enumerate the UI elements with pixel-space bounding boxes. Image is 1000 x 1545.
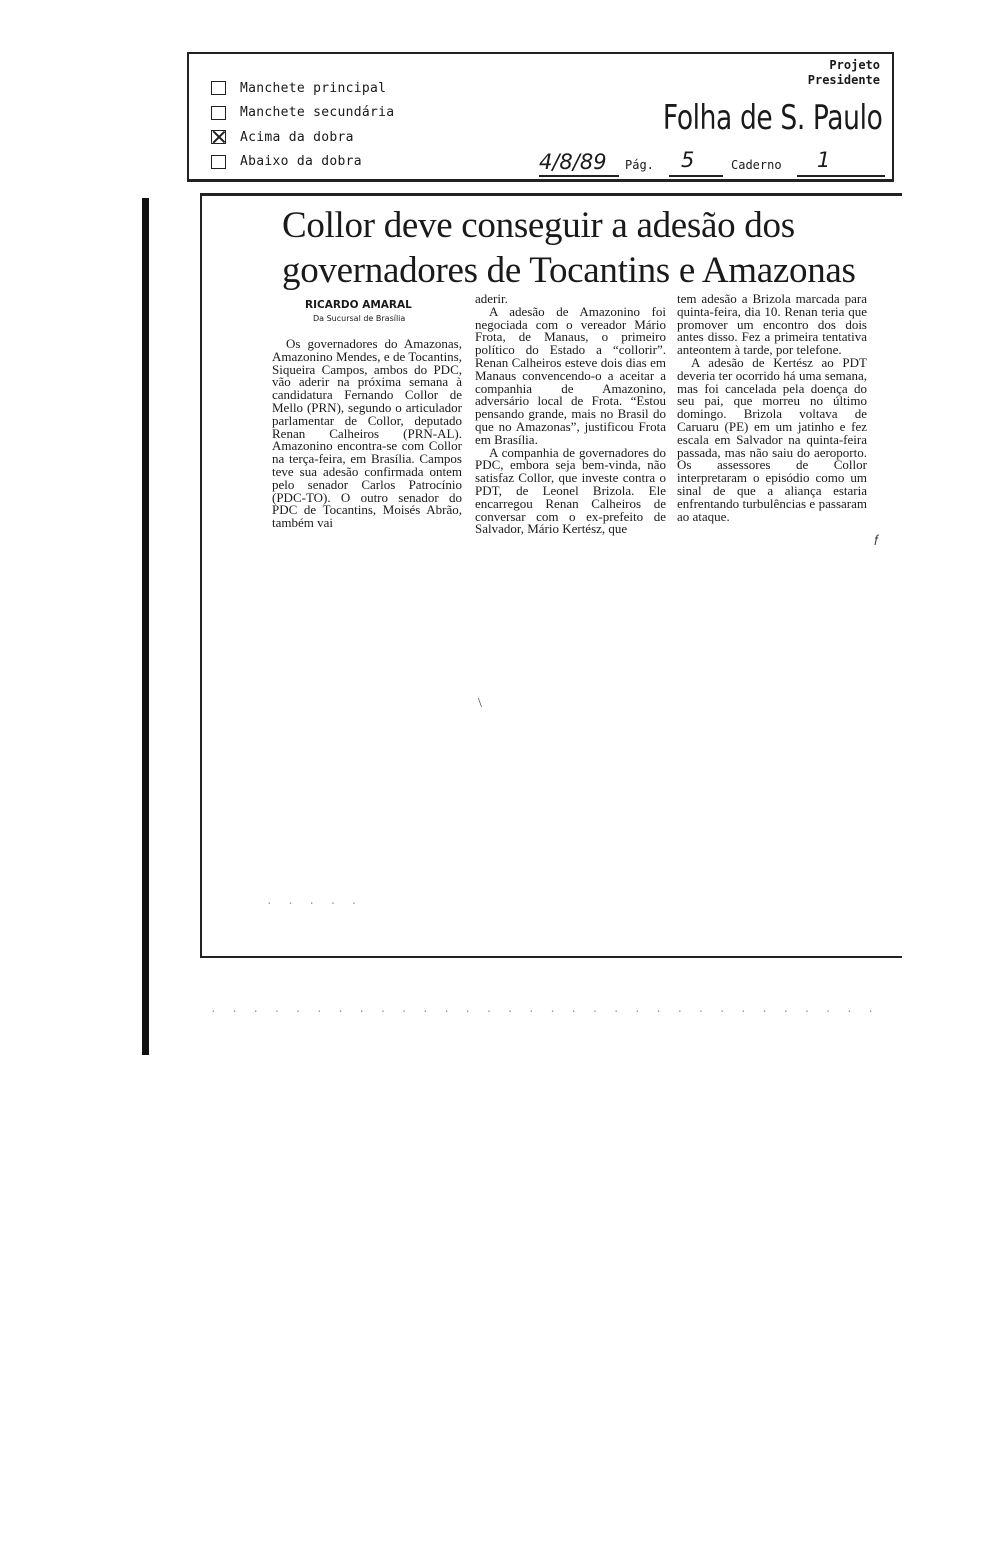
author-name: RICARDO AMARAL [305,299,412,311]
paragraph: aderir. [475,291,508,306]
handwritten-date: 4/8/89 [539,150,607,174]
page-underline [669,175,723,177]
checklist-item-manchete-principal [211,76,394,101]
checklist-label: Acima da dobra [240,129,354,145]
project-label [808,58,880,88]
paragraph: A adesão de Amazonino foi negociada com o vereador Mário Frota, de Manaus, o primeiro político do Estado a “collorir”. Renan Calheiros esteve dois dias em Manaus convencendo-o a aceitar a companhia de Amazonino, adversário local de Frota. “Estou pensando grande, mais no Brasil do que no Amazonas”, justificou Frota em Brasília. [475,303,666,447]
unchecked-box-icon [211,106,226,120]
paragraph: A companhia de governadores do PDC, embora seja bem-vinda, não satisfaz Collor, que investe contra o PDT, de Leonel Brizola. Ele encarregou Renan Calheiros de conversar com o ex-prefeito de Salvador, Mário Kertész, que [475,444,666,537]
placement-checklist [211,76,394,174]
article-column-2 [475,293,666,536]
unchecked-box-icon [211,81,226,95]
scan-mark: \ [478,696,482,711]
newspaper-name: Folha de S. Paulo [662,98,882,138]
scan-edge-bar [142,198,149,1055]
scan-noise: . . . . . [266,896,362,908]
article-clipping [200,193,902,958]
clipping-meta [539,150,889,178]
unchecked-box-icon [211,155,226,169]
checklist-label: Abaixo da dobra [240,154,362,170]
clipping-header [187,52,894,182]
checklist-item-abaixo-da-dobra [211,150,394,175]
scan-noise: . . . . . . . . . . . . . . . . . . . . . . . . . . . . . . . . [210,1004,878,1016]
article-column-3 [677,293,867,523]
scan-mark: 𝑓 [874,534,879,549]
article-column-1 [272,338,462,530]
checklist-item-manchete-secundaria [211,101,394,126]
author-desk: Da Sucursal de Brasília [313,314,406,323]
section-underline [797,175,885,177]
date-underline [539,175,619,177]
project-line-1: Projeto [829,58,880,72]
paragraph: Os governadores do Amazonas, Amazonino Mendes, e de Tocantins, Siqueira Campos, ambos do PDC, vão aderir na próxima semana à candidatura Fernando Collor de Mello (PRN), segundo o articulador parlamentar de Collor, deputado Renan Calheiros (PRN-AL). Amazonino encontra-se com Collor na terça-feira, em Brasília. Campos teve sua adesão confirmada ontem pelo senador Carlos Patrocínio (PDC-TO). O outro senador do PDC de Tocantins, Moisés Abrão, também vai [272,336,462,531]
checklist-label: Manchete principal [240,80,387,96]
paragraph: tem adesão a Brizola marcada para quinta-feira, dia 10. Renan teria que promover um encontro dos dois antes disso. Fez a primeira tentativa anteontem à tarde, por telefone. [677,291,867,358]
project-line-2: Presidente [807,73,880,87]
section-label: Caderno [731,158,782,172]
checklist-label: Manchete secundária [240,105,395,121]
page-label: Pág. [625,158,654,172]
article-headline: Collor deve conseguir a adesão dos governadores de Tocantins e Amazonas [282,205,856,291]
handwritten-section: 1 [817,148,831,172]
checklist-item-acima-da-dobra [211,125,394,150]
byline [305,299,412,323]
handwritten-page: 5 [681,148,695,172]
checked-box-icon [211,130,226,144]
paragraph: A adesão de Kertész ao PDT deveria ter ocorrido há uma semana, mas foi cancelada pela doença do seu pai, que morreu no último domingo. Brizola voltava de Caruaru (PE) em um jatinho e fez escala em Salvador na quinta-feira passada, mas não saiu do aeroporto. Os assessores de Collor interpretaram o episódio como um sinal de que a aliança estaria enfrentando turbulências e passaram ao ataque. [677,354,867,524]
